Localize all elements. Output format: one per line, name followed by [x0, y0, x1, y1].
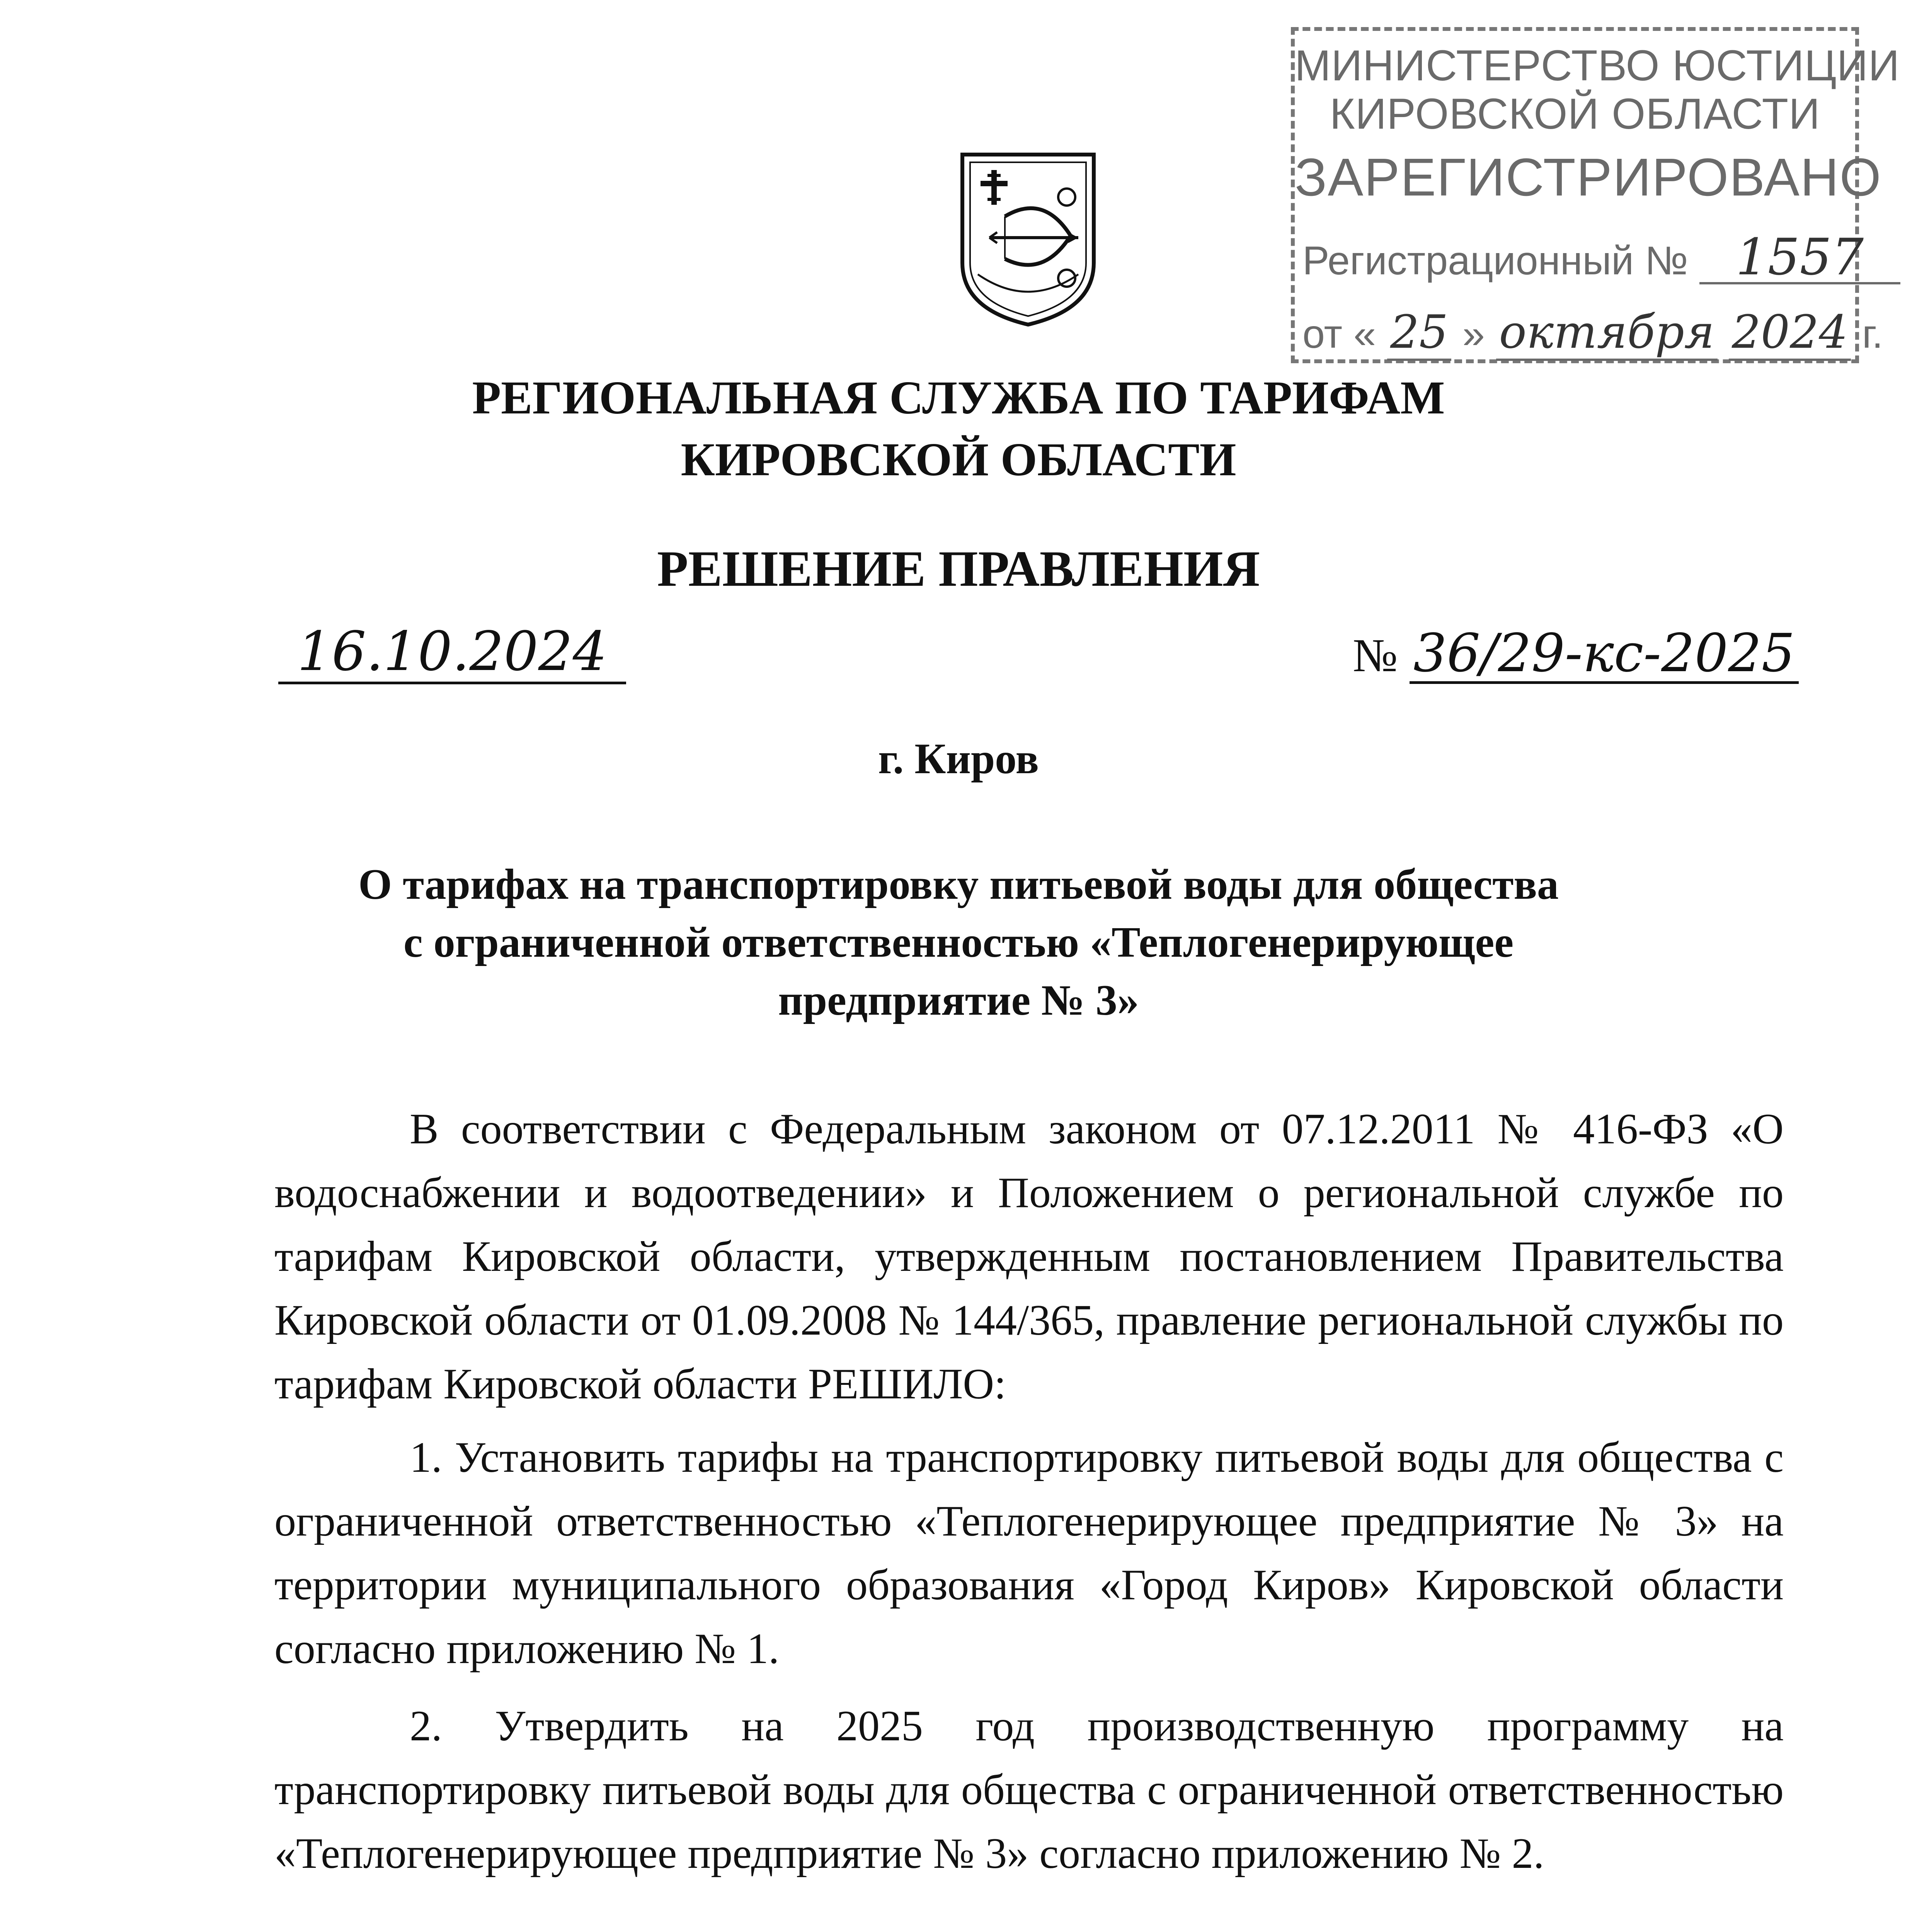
stamp-region-line: КИРОВСКОЙ ОБЛАСТИ [1330, 90, 1820, 138]
paragraph-intro [274, 1097, 1784, 1416]
decision-number-block [1353, 623, 1799, 684]
org-name-line2: КИРОВСКОЙ ОБЛАСТИ [681, 434, 1236, 486]
document-title-line2: с ограниченной ответственностью «Теплогенерирующее [403, 918, 1514, 966]
stamp-date-prefix: от « [1302, 312, 1376, 357]
decision-number: 36/29-кс-2025 [1410, 626, 1799, 684]
document-type: РЕШЕНИЕ ПРАВЛЕНИЯ [657, 540, 1260, 597]
paragraph-item-2 [274, 1694, 1784, 1886]
document-title-line1: О тарифах на транспортировку питьевой воды для общества [358, 861, 1559, 908]
stamp-number-row [1302, 228, 1900, 286]
paragraph-item-1-text: 1. Установить тарифы на транспортировку питьевой воды для общества с ограниченной ответственностью «Теплогенерирующее предприятие № 3» на территории муниципального образования «Город Киров» Кировской области согласно приложению № 1. [274, 1434, 1784, 1673]
stamp-number-label: Регистрационный № [1302, 238, 1688, 283]
stamp-ministry-line: МИНИСТЕРСТВО ЮСТИЦИИ [1295, 41, 1900, 90]
registration-stamp [1291, 27, 1900, 363]
stamp-number-value: 1557 [1699, 232, 1900, 284]
stamp-date-day: 25 [1387, 305, 1451, 361]
document-title-line3: предприятие № 3» [778, 976, 1139, 1024]
paragraph-item-2-text: 2. Утвердить на 2025 год производственную программу на транспортировку питьевой воды для общества с ограниченной ответственностью «Теплогенерирующее предприятие № 3» согласно приложению № 2. [274, 1702, 1784, 1878]
paragraph-intro-text: В соответствии с Федеральным законом от 07.12.2011 № 416-ФЗ «О водоснабжении и водоотведении» и Положением о региональной службе по тарифам Кировской области, утвержденным постановлением Правительства Кировской области от 01.09.2008 № 144/365, правление региональной службы по тарифам Кировской области РЕШИЛО: [274, 1105, 1784, 1408]
stamp-registered-line: ЗАРЕГИСТРИРОВАНО [1295, 148, 1882, 207]
stamp-date-year: 2024 [1729, 305, 1851, 361]
stamp-date-row [1302, 305, 1883, 359]
stamp-date-suffix: г. [1862, 312, 1883, 357]
decision-date: 16.10.2024 [278, 622, 626, 684]
org-name-line1: РЕГИОНАЛЬНАЯ СЛУЖБА ПО ТАРИФАМ [472, 372, 1445, 424]
coat-of-arms-icon [955, 147, 1102, 328]
stamp-date-quote: » [1462, 312, 1485, 357]
number-sign: № [1353, 629, 1398, 682]
city: г. Киров [878, 735, 1039, 783]
stamp-date-month: октября [1496, 305, 1718, 361]
paragraph-item-1 [274, 1426, 1784, 1681]
